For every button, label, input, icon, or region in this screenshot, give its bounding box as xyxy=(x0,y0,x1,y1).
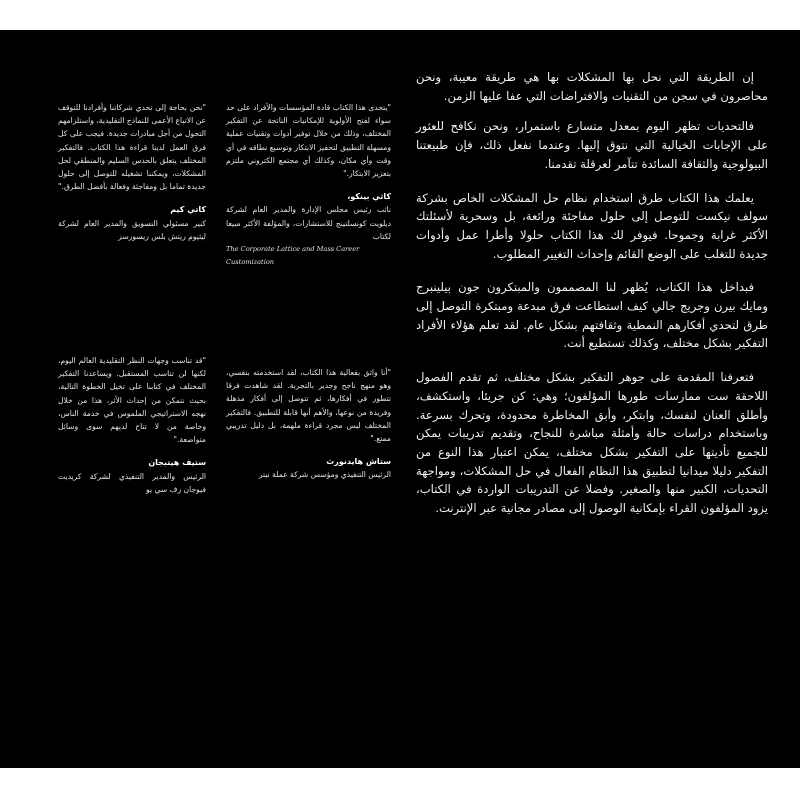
book-title-latin: The Corporate Lattice and Mass Career Customization xyxy=(226,245,360,267)
description-text-1: إن الطريقة التي نحل بها المشكلات بها هي طريقة معيبة، ونحن محاصرون في سجن من التقنيات والافتراضات التي عفا عليها الزمن. xyxy=(416,70,768,103)
description-paragraph-5 xyxy=(416,368,768,518)
description-text-5: فتعرفنا المقدمة على جوهر التفكير بشكل مختلف، ثم تقدم الفصول اللاحقة ست ممارسات طورها المؤلفون؛ وهي: كن جريئا، واستكشف، وأطلق العنان لنفسك، وابتكر، وأبق المخاطرة محدودة، وتحرك بسرعة. وباستخدام دراسات حالة وأمثلة مباشرة للنجاح، وتقديم تدريبات يمكن للجميع تأديتها على التفكير بشكل مختلف، يمكن اعتبار هذا النوع من التفكير دليلا ميدانيا لتطبيق هذا النظام الفعال في حل المشكلات، ومواجهة التحديات، الكبير منها والصغير. وفضلا عن التدريبات الواردة في الكتاب، يزود المؤلفون القراء بإمكانية الوصول إلى مصادر مجانية عبر الإنترنت. xyxy=(416,370,768,516)
endorsement-quote: "قد تناسب وجهات النظر التقليدية العالم اليوم، لكنها لن تناسب المستقبل. ويساعدنا التفكير المختلف في كتابنا على تخيل الخطوة التالية، بحيث نتمكن من إحداث الأثر، هذا من خلال نهجه الاستراتيجي الملموس في خدمة الناس، وخاصة من لا تتاح لديهم سوى وسائل متواضعة." xyxy=(58,356,206,445)
endorser-name: كاتي كيم xyxy=(170,205,206,215)
book-description xyxy=(416,68,768,533)
endorsement-quote: "نحن بحاجة إلى تحدي شركاتنا وأفرادنا للتوقف عن الاتباع الأعمى للنماذج التقليدية، واستلزامهم التحول من أجل مبادرات جديدة. فيجب على كل فرق العمل لدينا قراءة هذا الكتاب. فالتفكير المختلف يتعلق بالحدس السليم والمنطقي لحل المشكلات، ويمكننا تشغيله للتوصل إلى حلول جديدة تماما بل ومفاجئة وفعالة بأفضل الطرق." xyxy=(58,103,206,192)
endorser-name: كاثي بينكو، xyxy=(347,192,391,202)
endorsement-1 xyxy=(226,101,391,269)
endorsement-3 xyxy=(226,366,391,482)
endorser-title: كبير مسئولي التسويق والمدير العام لشركة ليثيوم ريتش بلس ريسورسز xyxy=(58,218,206,241)
description-text-4: فبداخل هذا الكتاب، يُظهر لنا المصممون والمبتكرون جون بيلينبرج ومايك بيرن وجريج جالي كيف استطاعت فرق مبدعة ومبتكرة التوصل إلى طرق لتحدي أفكارهم النمطية وثقافتهم بشكل عام. لقد تعلم هؤلاء الأفراد التفكير بشكل مختلف، وكذلك تستطيع أنت. xyxy=(416,280,768,351)
description-text-3: يعلمك هذا الكتاب طرق استخدام نظام حل المشكلات الخاص بشركة سولف نيكست للتوصل إلى حلول مفاجئة ورائعة، بل وسحرية لأسئلتك الأكثر غرابة وجموحا. فيوفر لك هذا الكتاب حلولا وأطرا عمل وأدوات جديدة للتغلب على الوضع القائم وإحداث التغيير المطلوب. xyxy=(416,190,768,261)
description-paragraph-3 xyxy=(416,189,768,264)
endorsement-2 xyxy=(58,101,206,243)
description-paragraph-4 xyxy=(416,278,768,353)
endorser-title: نائب رئيس مجلس الإدارة والمدير العام لشركة ديلويت كونسلتينج للاستشارات، والمؤلفة الأكثر مبيعا لكتاب xyxy=(226,205,391,241)
endorser-title: الرئيس والمدير التنفيذي لشركة كريديت فيوجان رف سي يو xyxy=(58,471,206,494)
endorsement-4 xyxy=(58,354,206,496)
endorser-title: الرئيس التنفيذي ومؤسس شركة عملة نيتر xyxy=(258,470,391,480)
endorser-name: ستيف هيتبجان xyxy=(148,458,206,468)
endorser-name: ستاش هايدنورث xyxy=(326,457,391,467)
description-paragraph-2 xyxy=(416,117,768,173)
endorsement-quote: "يتحدى هذا الكتاب قادة المؤسسات والأفراد على حد سواء لفتح الأولوية للإمكانيات الناتجة عن التفكير المختلف، وذلك من خلال توفير أدوات وتقنيات عملية ومسهلة التطبيق لتحفيز الابتكار وتوسيع نطاقه في أي وقت وأي مكان، وكذلك أي مجتمع الكتروني ملتزم بتعزيز الابتكار." xyxy=(226,103,391,179)
endorsement-quote: "أنا واثق بفعالية هذا الكتاب، لقد استخدمته بنفسي، وهو منهج ناجح وجدير بالتجربة. لقد شاهدت فرقا تتطور في أفكارها، ثم تتوصل إلى أفكار مذهلة وفريدة من نوعها، والأهم أنها قابلة للتطبيق. فالتفكير المختلف ليس مجرد قراءة ملهمة، بل دليل تدريبي ممتع." xyxy=(226,368,391,444)
description-paragraph-1 xyxy=(416,68,768,105)
description-text-2: فالتحديات تظهر اليوم بمعدل متسارع باستمرار، ونحن نكافح للعثور على الإجابات الخيالية التي نتوق إليها. وعندما نفعل ذلك، فإن طبيعتنا البيولوجية والثقافة السائدة تتآمر لعرقلة تقدمنا. xyxy=(416,119,768,171)
